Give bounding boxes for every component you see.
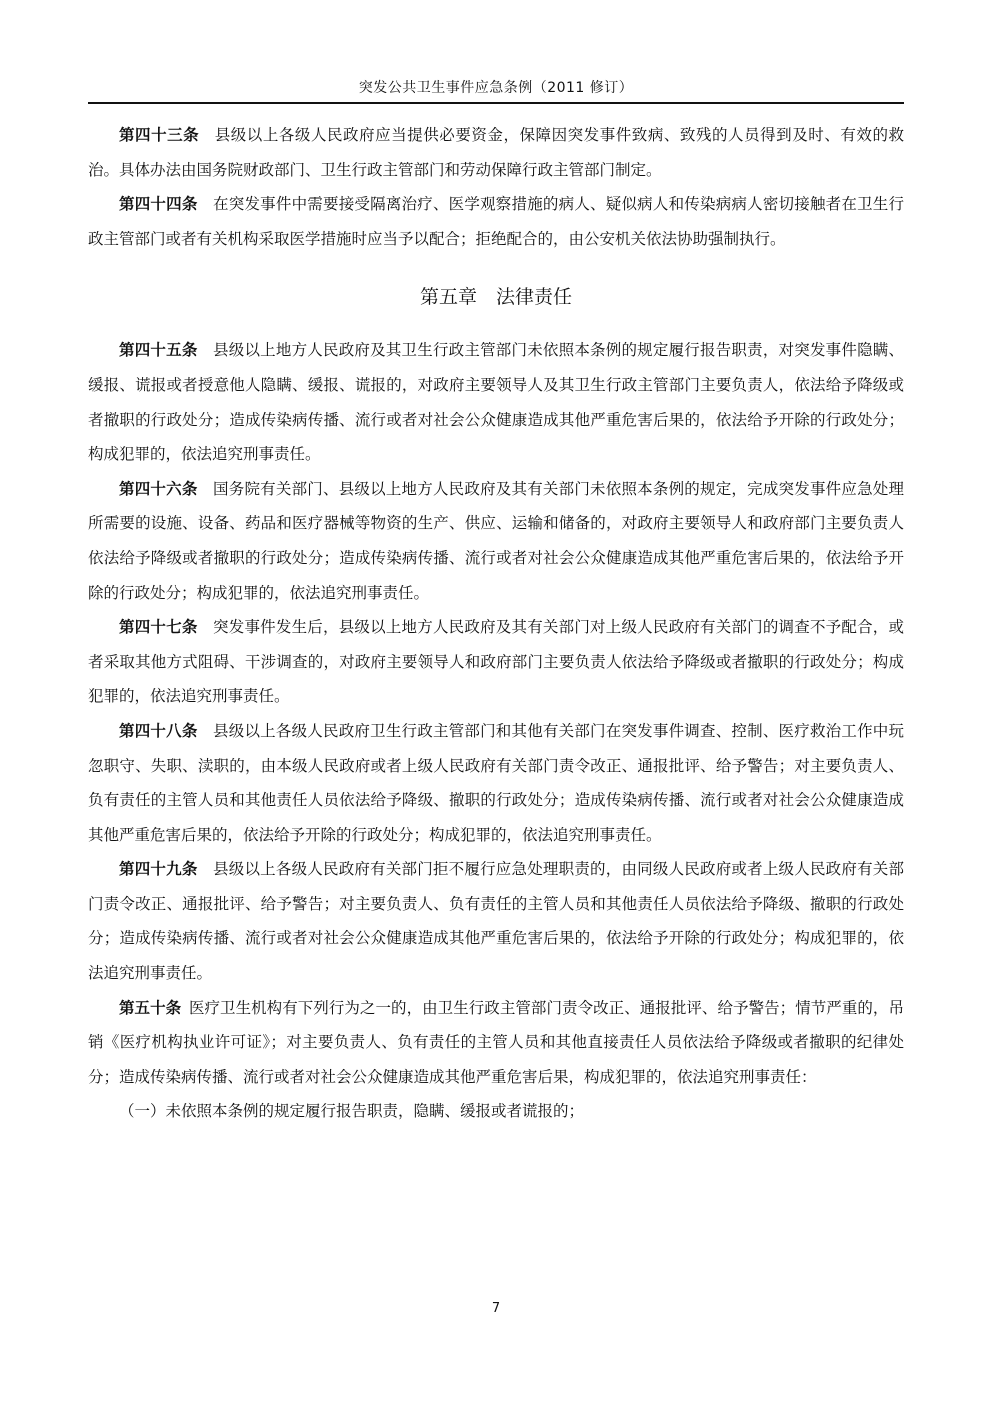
header-divider xyxy=(88,102,904,104)
article-label: 第四十七条 xyxy=(119,618,198,637)
article-48 xyxy=(88,714,904,852)
article-label: 第五十条 xyxy=(119,998,182,1017)
article-label: 第四十四条 xyxy=(119,195,198,214)
article-label: 第四十三条 xyxy=(119,126,200,144)
list-item: （一）未依照本条例的规定履行报告职责，隐瞒、缓报或者谎报的； xyxy=(119,1102,585,1121)
article-label: 第四十五条 xyxy=(119,341,198,360)
article-43 xyxy=(88,118,904,187)
article-text: 县级以上各级人民政府有关部门拒不履行应急处理职责的，由同级人民政府或者上级人民政府有关部门责令改正、通报批评、给予警告；对主要负责人、负有责任的主管人员和其他责任人员依法给予降级、撤职的行政处分；造成传染病传播、流行或者对社会公众健康造成其他严重危害后果的，依法给予开除的行政处分；构成犯罪的，依法追究刑事责任。 xyxy=(88,860,904,983)
article-text: 突发事件发生后，县级以上地方人民政府及其有关部门对上级人民政府有关部门的调查不予配合，或者采取其他方式阻碍、干涉调查的，对政府主要领导人和政府部门主要负责人依法给予降级或者撤职的行政处分；构成犯罪的，依法追究刑事责任。 xyxy=(88,618,904,706)
article-47 xyxy=(88,610,904,714)
chapter-title: 法律责任 xyxy=(496,286,573,309)
article-text: 县级以上各级人民政府卫生行政主管部门和其他有关部门在突发事件调查、控制、医疗救治工作中玩忽职守、失职、渎职的，由本级人民政府或者上级人民政府有关部门责令改正、通报批评、给予警告；对主要负责人、负有责任的主管人员和其他责任人员依法给予降级、撤职的行政处分；造成传染病传播、流行或者对社会公众健康造成其他严重危害后果的，依法给予开除的行政处分；构成犯罪的，依法追究刑事责任。 xyxy=(88,721,904,844)
article-49 xyxy=(88,852,904,990)
article-44 xyxy=(88,187,904,256)
chapter-number: 第五章 xyxy=(419,286,477,309)
article-text: 县级以上各级人民政府应当提供必要资金，保障因突发事件致病、致残的人员得到及时、有效的救治。具体办法由国务院财政部门、卫生行政主管部门和劳动保障行政主管部门制定。 xyxy=(88,126,904,179)
article-50 xyxy=(88,991,904,1095)
article-label: 第四十八条 xyxy=(119,721,198,740)
article-text: 县级以上地方人民政府及其卫生行政主管部门未依照本条例的规定履行报告职责，对突发事件隐瞒、缓报、谎报或者授意他人隐瞒、缓报、谎报的，对政府主要领导人及其卫生行政主管部门主要负责人，依法给予降级或者撤职的行政处分；造成传染病传播、流行或者对社会公众健康造成其他严重危害后果的，依法给予开除的行政处分；构成犯罪的，依法追究刑事责任。 xyxy=(88,341,904,464)
article-text: 医疗卫生机构有下列行为之一的，由卫生行政主管部门责令改正、通报批评、给予警告；情节严重的，吊销《医疗机构执业许可证》；对主要负责人、负有责任的主管人员和其他直接责任人员依法给予降级或者撤职的纪律处分；造成传染病传播、流行或者对社会公众健康造成其他严重危害后果，构成犯罪的，依法追究刑事责任： xyxy=(88,998,904,1086)
page-number: 7 xyxy=(491,1301,501,1316)
article-46 xyxy=(88,472,904,610)
running-header: 突发公共卫生事件应急条例（2011 修订） xyxy=(358,80,634,96)
document-body xyxy=(88,118,904,1129)
article-label: 第四十九条 xyxy=(119,860,198,879)
chapter-heading xyxy=(88,277,904,317)
article-label: 第四十六条 xyxy=(119,479,198,498)
article-text: 国务院有关部门、县级以上地方人民政府及其有关部门未依照本条例的规定，完成突发事件应急处理所需要的设施、设备、药品和医疗器械等物资的生产、供应、运输和储备的，对政府主要领导人和政府部门主要负责人依法给予降级或者撤职的行政处分；造成传染病传播、流行或者对社会公众健康造成其他严重危害后果的，依法给予开除的行政处分；构成犯罪的，依法追究刑事责任。 xyxy=(88,479,904,602)
article-text: 在突发事件中需要接受隔离治疗、医学观察措施的病人、疑似病人和传染病病人密切接触者在卫生行政主管部门或者有关机构采取医学措施时应当予以配合；拒绝配合的，由公安机关依法协助强制执行。 xyxy=(88,195,904,248)
article-45 xyxy=(88,333,904,471)
